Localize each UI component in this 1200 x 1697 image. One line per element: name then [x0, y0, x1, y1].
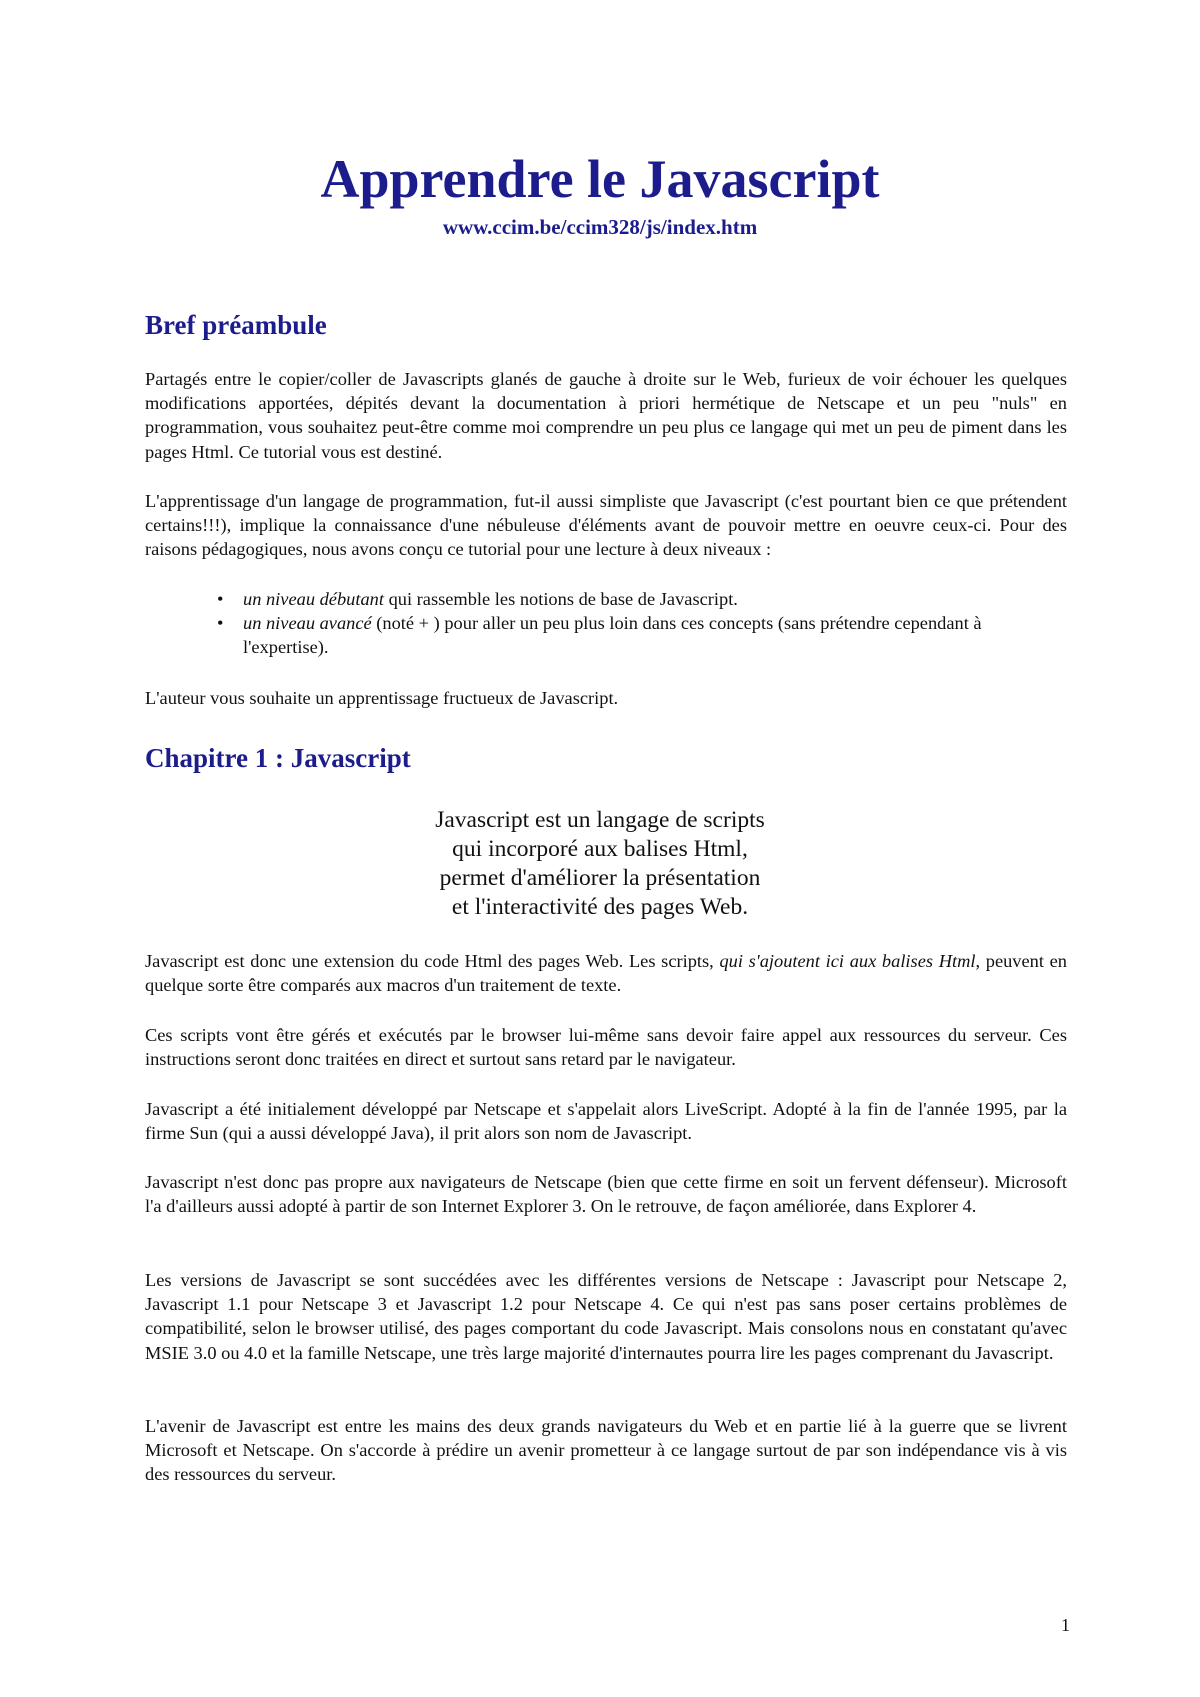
chapter-paragraph-6: L'avenir de Javascript est entre les mains des deux grands navigateurs du Web et en partie lié à la guerre que se livrent Microsoft et Netscape. On s'accorde à prédire un avenir prometteur à ce langage surtout de par son indépendance vis à vis des ressources du serveur.	[145, 1416, 1067, 1485]
page-number: 1	[1061, 1615, 1070, 1635]
preamble-closing: L'auteur vous souhaite un apprentissage fructueux de Javascript.	[145, 688, 619, 708]
definition-quote	[0, 806, 1200, 922]
level-emphasis: un niveau débutant	[243, 589, 384, 609]
document-title: Apprendre le Javascript	[320, 149, 880, 209]
chapter-heading: Chapitre 1 : Javascript	[145, 743, 411, 773]
paragraph-text: Javascript est donc une extension du code Html des pages Web. Les scripts,	[145, 951, 720, 971]
chapter-paragraph-3: Javascript a été initialement développé par Netscape et s'appelait alors LiveScript. Adopté à la fin de l'année 1995, par la firme Sun (qui a aussi développé Java), il prit alors son nom de Javascript.	[145, 1099, 1067, 1144]
preamble-paragraph-1: Partagés entre le copier/coller de Javascripts glanés de gauche à droite sur le Web, furieux de voir échouer les quelques modifications apportées, dépités devant la documentation à priori hermétique de Netscape et un peu "nuls" en programmation, vous souhaitez peut-être comme moi comprendre un peu plus ce langage qui met un peu de piment dans les pages Html. Ce tutorial vous est destiné.	[145, 369, 1067, 462]
quote-line: qui incorporé aux balises Html,	[452, 836, 748, 862]
list-item	[145, 587, 1067, 611]
quote-line: et l'interactivité des pages Web.	[451, 894, 749, 920]
bullet-icon: •	[217, 589, 224, 609]
list-item	[145, 611, 1067, 659]
chapter-paragraph-4: Javascript n'est donc pas propre aux navigateurs de Netscape (bien que cette firme en soit un fervent défenseur). Microsoft l'a d'ailleurs aussi adopté à partir de son Internet Explorer 3. On le retrouve, de façon améliorée, dans Explorer 4.	[145, 1172, 1067, 1217]
chapter-paragraph-2: Ces scripts vont être gérés et exécutés par le browser lui-même sans devoir faire appel aux ressources du serveur. Ces instructions seront donc traitées en direct et surtout sans retard par le navigateur.	[145, 1025, 1067, 1070]
document-url: www.ccim.be/ccim328/js/index.htm	[442, 215, 758, 239]
quote-line: Javascript est un langage de scripts	[435, 807, 765, 833]
level-list	[145, 587, 1067, 660]
preamble-paragraph-2: L'apprentissage d'un langage de programmation, fut-il aussi simpliste que Javascript (c'est pourtant bien ce que prétendent certains!!!), implique la connaissance d'une nébuleuse d'éléments avant de pouvoir mettre en oeuvre ceux-ci. Pour des raisons pédagogiques, nous avons conçu ce tutorial pour une lecture à deux niveaux :	[145, 491, 1067, 560]
preamble-heading: Bref préambule	[145, 310, 327, 340]
level-description: (noté + ) pour aller un peu plus loin dans ces concepts (sans prétendre cependant à l'expertise).	[243, 613, 982, 658]
level-emphasis: un niveau avancé	[243, 613, 372, 634]
bullet-icon: •	[217, 613, 224, 634]
level-description: qui rassemble les notions de base de Javascript.	[383, 589, 738, 609]
chapter-paragraph-5: Les versions de Javascript se sont succédées avec les différentes versions de Netscape : Javascript pour Netscape 2, Javascript 1.1 pour Netscape 3 et Javascript 1.2 pour Netscape 4. Ce qui n'est pas sans poser certains problèmes de compatibilité, selon le browser utilisé, des pages comportant du code Javascript. Mais consolons nous en constatant qu'avec MSIE 3.0 ou 4.0 et la famille Netscape, une très large majorité d'internautes pourra lire les pages comprenant du Javascript.	[145, 1270, 1067, 1363]
quote-line: permet d'améliorer la présentation	[439, 865, 761, 891]
paragraph-emphasis: qui s'ajoutent ici aux balises Html	[719, 951, 976, 971]
chapter-paragraph-1	[145, 949, 1067, 997]
paragraph-text: , peuvent en quelque sorte être comparés aux macros d'un traitement de texte.	[145, 951, 1067, 996]
